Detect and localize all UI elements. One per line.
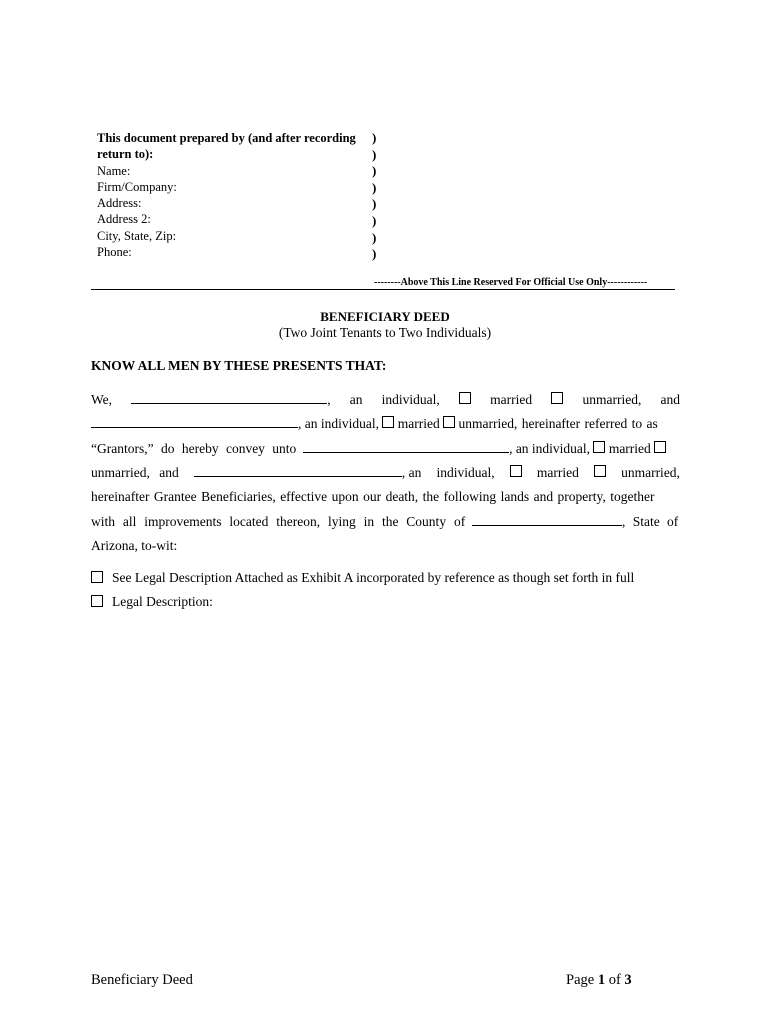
- body-line-7: [91, 538, 680, 556]
- body-line-2: [91, 415, 680, 433]
- grantee1-married-checkbox[interactable]: [593, 441, 605, 453]
- exhibit-a-checkbox[interactable]: [91, 571, 103, 583]
- option-legal-description: [91, 594, 213, 610]
- legal-description-label: Legal Description:: [112, 594, 213, 609]
- body-line-4: [91, 464, 680, 482]
- unmarried-hereinafter-text: unmarried, hereinafter referred to as: [458, 416, 658, 431]
- field-name-label: Name:: [97, 163, 131, 178]
- footer-document-name: Beneficiary Deed: [91, 972, 193, 988]
- paren: ): [372, 196, 377, 212]
- field-address2-label: Address 2:: [97, 212, 151, 227]
- paren: ): [372, 246, 377, 262]
- paren: ): [372, 212, 377, 228]
- married-text: married: [608, 441, 651, 456]
- field-city-state-zip-label: City, State, Zip:: [97, 228, 177, 243]
- field-phone-label: Phone:: [97, 245, 132, 260]
- recording-divider: [91, 289, 675, 290]
- improvements-text: with all improvements located thereon, lying in the County of: [91, 514, 466, 529]
- page-label: Page: [566, 972, 595, 988]
- grantee1-unmarried-checkbox[interactable]: [654, 441, 666, 453]
- grantee-beneficiaries-text: hereinafter Grantee Beneficiaries, effective upon our death, the following lands and property, together: [91, 489, 655, 504]
- paren: ): [372, 163, 377, 179]
- grantee2-unmarried-checkbox[interactable]: [594, 465, 606, 477]
- reserved-line-text: --------Above This Line Reserved For Official Use Only------------: [374, 277, 648, 288]
- married-text: married: [397, 416, 440, 431]
- total-pages: 3: [624, 972, 632, 988]
- county-blank[interactable]: [472, 513, 622, 526]
- married-text: married: [490, 392, 533, 407]
- footer-page-number: [566, 972, 632, 989]
- grantor2-married-checkbox[interactable]: [382, 416, 394, 428]
- legal-description-checkbox[interactable]: [91, 595, 103, 607]
- an-text: , an: [401, 465, 422, 480]
- individual-text: individual,: [381, 392, 440, 407]
- paren: ): [372, 179, 377, 195]
- grantors-text: “Grantors,” do hereby convey unto: [91, 441, 297, 456]
- grantee1-name-blank[interactable]: [303, 440, 509, 453]
- an-text: an: [349, 392, 363, 407]
- paren: ): [372, 130, 377, 145]
- grantor1-married-checkbox[interactable]: [459, 392, 471, 404]
- unmarried-and-text: unmarried, and: [91, 465, 179, 480]
- state-of-text: , State of: [621, 514, 679, 529]
- of-label: of: [608, 972, 621, 988]
- an-individual-text: , an individual,: [509, 441, 591, 456]
- unmarried-text: unmarried,: [582, 392, 642, 407]
- document-subtitle: (Two Joint Tenants to Two Individuals): [278, 325, 492, 340]
- grantee2-name-blank[interactable]: [194, 464, 402, 477]
- married-text: married: [536, 465, 579, 480]
- exhibit-a-label: See Legal Description Attached as Exhibit A incorporated by reference as though set forth in full: [112, 570, 635, 585]
- an-individual-text: , an individual,: [298, 416, 379, 431]
- grantor2-name-blank[interactable]: [91, 415, 298, 428]
- body-line-6: [91, 513, 680, 531]
- preparer-heading-line1: This document prepared by (and after recording: [97, 131, 356, 145]
- body-line-1: We, , an individual, married unmarried, and: [91, 392, 680, 407]
- field-address-label: Address:: [97, 196, 142, 211]
- body-line-5: [91, 489, 680, 507]
- unmarried-text: unmarried,: [621, 465, 680, 480]
- know-all-men-heading: KNOW ALL MEN BY THESE PRESENTS THAT:: [91, 358, 387, 373]
- paren: ): [372, 146, 377, 162]
- option-exhibit-a: [91, 570, 634, 586]
- and-text: and: [660, 392, 680, 407]
- paren-column: [372, 130, 376, 263]
- paren: ): [372, 229, 377, 245]
- current-page: 1: [597, 972, 606, 988]
- grantor2-unmarried-checkbox[interactable]: [443, 416, 455, 428]
- individual-text: individual,: [436, 465, 495, 480]
- preparer-heading-line2: return to):: [97, 147, 154, 162]
- body-line-3: [91, 440, 680, 458]
- grantor1-unmarried-checkbox[interactable]: [551, 392, 563, 404]
- preparer-block: [97, 130, 367, 260]
- arizona-to-wit-text: Arizona, to-wit:: [91, 538, 178, 553]
- grantor1-name-blank[interactable]: [131, 391, 327, 404]
- we-text: We,: [91, 392, 113, 407]
- grantee2-married-checkbox[interactable]: [510, 465, 522, 477]
- document-title: BENEFICIARY DEED: [320, 309, 450, 324]
- field-firm-label: Firm/Company:: [97, 179, 177, 194]
